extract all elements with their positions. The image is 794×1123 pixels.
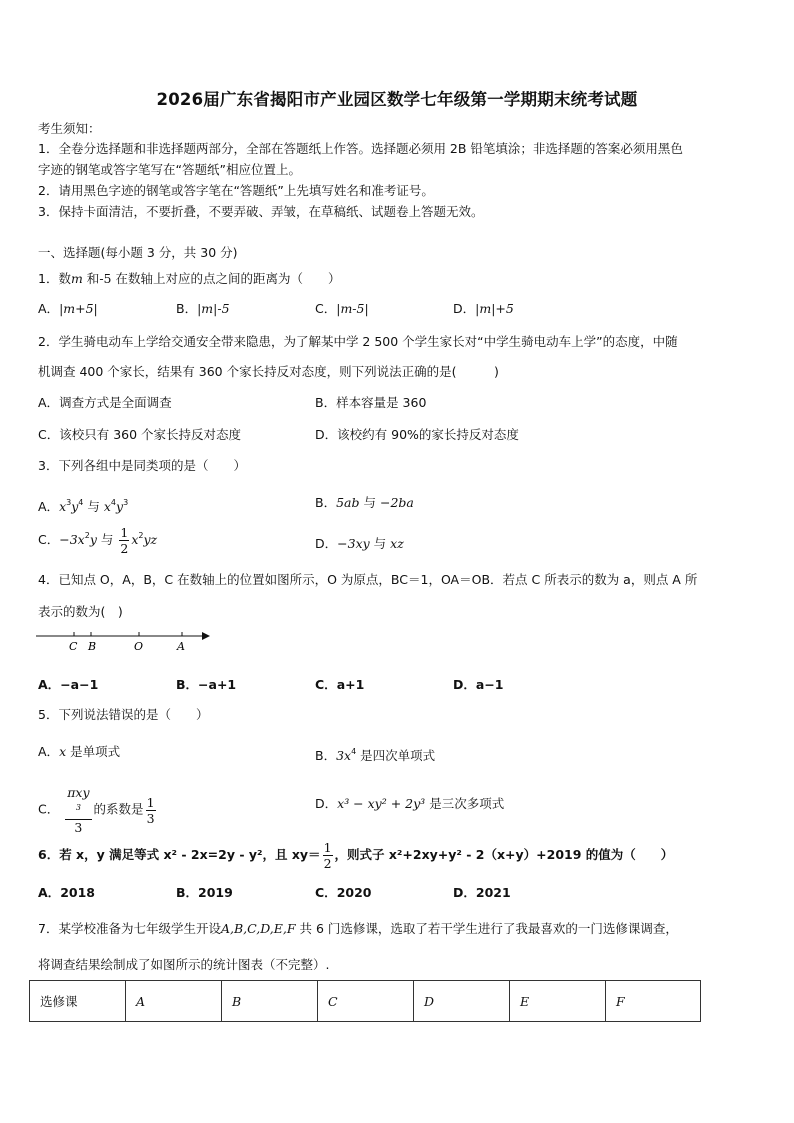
table-cell-e: E	[510, 981, 606, 1022]
q2-option-a: A．调查方式是全面调查	[38, 395, 172, 410]
q1-text: 1．数	[38, 271, 71, 286]
question-4-line-2: 表示的数为( )	[38, 604, 123, 619]
label-b: B	[88, 640, 97, 653]
q3-option-a: A．$x^3y^4$ 与 $x^4y^3$	[38, 498, 129, 514]
number-line-figure	[34, 626, 216, 656]
survey-table	[29, 980, 701, 1022]
q6-option-b: B．2019	[176, 885, 233, 900]
q4-option-d: D．a−1	[453, 677, 504, 692]
q1-option-a: A．|m+5|	[38, 301, 98, 316]
question-6-stem: 6．若 x，y 满足等式 x² - 2x=2y - y²，且 xy＝ $\frac{1}{2}$ ，则式子 x²+2xy+y² - 2（x+y）+2019 的值为（ ）	[38, 840, 674, 871]
notice-item-1: 1．全卷分选择题和非选择题两部分，全部在答题纸上作答。选择题必须用 2B 铅笔填涂；非选择题的答案必须用黑色	[38, 141, 683, 156]
q4-option-a: A．−a−1	[38, 677, 99, 692]
question-2-line-2: 机调查 400 个家长，结果有 360 个家长持反对态度，则下列说法正确的是( )	[38, 364, 499, 379]
q5-option-c: C． πxy $^3$ 3 的系数是 $\frac{1}{3}$	[38, 785, 155, 835]
notice-item-2: 2．请用黑色字迹的钢笔或答字笔在“答题纸”上先填写姓名和准考证号。	[38, 183, 434, 198]
section-heading: 一、选择题(每小题 3 分，共 30 分)	[38, 245, 238, 260]
q6-fraction-half: $\frac{1}{2}$	[323, 840, 332, 871]
table-cell-c: C	[318, 981, 414, 1022]
question-2-line-1: 2．学生骑电动车上学给交通安全带来隐患，为了解某中学 2 500 个学生家长对“中学生骑电动车上学”的态度，中随	[38, 334, 678, 349]
q2-option-c: C．该校只有 360 个家长持反对态度	[38, 427, 242, 442]
notice-item-1-cont: 字迹的钢笔或答字笔写在“答题纸”相应位置上。	[38, 162, 301, 177]
q1-var-m: m	[70, 271, 83, 286]
q5-fraction-third: $\frac{1}{3}$	[146, 794, 155, 826]
question-4-line-1: 4．已知点 O，A，B，C 在数轴上的位置如图所示，O 为原点，BC＝1，OA＝OB．若点 C 所表示的数为 a，则点 A 所	[38, 572, 698, 587]
q5-option-a: A．x 是单项式	[38, 744, 121, 759]
q1-text-and: 和	[86, 271, 100, 286]
notice-heading: 考生须知：	[38, 121, 101, 136]
table-cell-a: A	[126, 981, 222, 1022]
q1-option-c: C．|m-5|	[315, 301, 369, 316]
q3-option-c: C．$-3x^2y$ 与 $\frac{1}{2}$ $x^2yz$	[38, 525, 158, 556]
q5-option-d: D．x³ − xy² + 2y³ 是三次多项式	[315, 796, 505, 811]
q1-text-tail: 在数轴上对应的点之间的距离为（ ）	[115, 271, 341, 286]
q5-fraction-expr: πxy $^3$ 3	[67, 785, 90, 835]
q2-option-d: D．该校约有 90%的家长持反对态度	[315, 427, 519, 442]
table-cell-f: F	[606, 981, 701, 1022]
arrow-right-icon	[202, 632, 210, 640]
q3-fraction-half: $\frac{1}{2}$	[120, 525, 129, 556]
notice-item-3: 3．保持卡面清洁，不要折叠，不要弄破、弄皱，在草稿纸、试题卷上答题无效。	[38, 204, 484, 219]
q3-option-d: D．−3xy 与 xz	[315, 536, 404, 551]
question-3-stem: 3．下列各组中是同类项的是（ ）	[38, 458, 246, 473]
table-header-cell: 选修课	[30, 981, 126, 1022]
q1-option-d: D．|m|+5	[453, 301, 514, 316]
table-cell-d: D	[414, 981, 510, 1022]
label-a: A	[177, 640, 185, 653]
q6-option-c: C．2020	[315, 885, 372, 900]
question-5-stem: 5．下列说法错误的是（ ）	[38, 707, 209, 722]
q4-option-b: B．−a+1	[176, 677, 237, 692]
label-c: C	[69, 640, 78, 653]
table-row	[30, 981, 701, 1022]
question-7-line-1: 7．某学校准备为七年级学生开设A,B,C,D,E,F 共 6 门选修课，选取了若干学生进行了我最喜欢的一门选修课调查，	[38, 921, 678, 936]
q3-option-b: B．5ab 与 −2ba	[315, 495, 414, 510]
q6-option-a: A．2018	[38, 885, 95, 900]
q2-option-b: B．样本容量是 360	[315, 395, 427, 410]
q1-neg5: -5	[99, 271, 112, 286]
page-title: 2026届广东省揭阳市产业园区数学七年级第一学期期末统考试题	[156, 90, 638, 109]
q1-option-b: B．|m|-5	[176, 301, 230, 316]
table-cell-b: B	[222, 981, 318, 1022]
question-7-line-2: 将调查结果绘制成了如图所示的统计图表（不完整）.	[38, 957, 330, 972]
q5-option-b: B．$3x^4$ 是四次单项式	[315, 747, 436, 763]
label-o: O	[134, 640, 144, 653]
q6-option-d: D．2021	[453, 885, 511, 900]
question-1-stem	[38, 270, 341, 288]
q4-option-c: C．a+1	[315, 677, 365, 692]
